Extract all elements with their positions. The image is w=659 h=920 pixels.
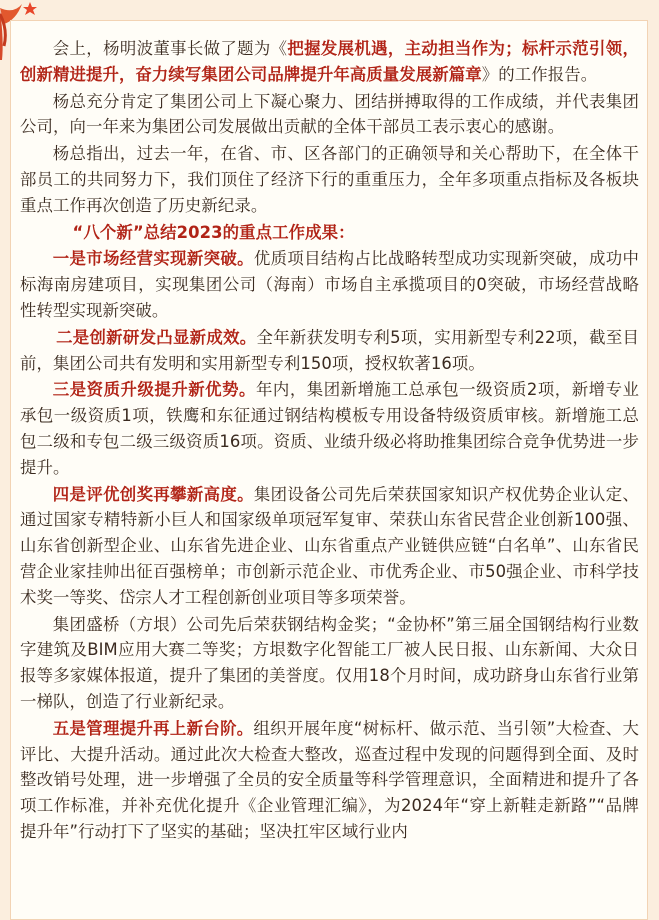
- heading-text: “八个新”总结2023的重点工作成果：: [72, 222, 355, 242]
- achievement-item-2: [20, 325, 639, 377]
- achievement-text: 全年新获发明专利5项，实用新型专利22项，截至目前，集团公司共有发明和实用新型专利150项，授权软著16项。: [20, 327, 640, 373]
- achievement-lead: 三是资质升级提升新优势。: [52, 380, 256, 400]
- paragraph-text: 集团盛桥（方垠）公司先后荣获钢结构金奖；“金协杯”第三届全国钢结构行业数字建筑及BIM应用大赛二等奖；方垠数字化智能工厂被人民日报、山东新闻、大众日报等多家媒体报道，提升了集团的美誉度。仅用18个月时间，成功跻身山东省行业第一梯队，创造了行业新纪录。: [20, 614, 639, 711]
- intro-text-after: 》的工作报告。: [481, 64, 598, 84]
- achievement-lead: 二是创新研发凸显新成效。: [56, 327, 257, 347]
- paragraph-text: 杨总充分肯定了集团公司上下凝心聚力、团结拼搏取得的工作成绩，并代表集团公司，向一年来为集团公司发展做出贡献的全体干部员工表示衷心的感谢。: [20, 91, 639, 137]
- paragraph-intro: [20, 36, 639, 88]
- paragraph-review: [20, 141, 639, 218]
- intro-text-before: 会上，杨明波董事长做了题为《: [52, 39, 288, 58]
- achievement-item-4: [20, 482, 639, 611]
- paragraph-text: 杨总指出，过去一年，在省、市、区各部门的正确领导和关心帮助下，在全体干部员工的共同努力下，我们顶住了经济下行的重重压力，全年多项重点指标及各板块重点工作再次创造了历史新纪录。: [20, 144, 639, 215]
- achievement-item-4-continued: [20, 612, 639, 715]
- section-heading: [20, 220, 639, 246]
- achievement-item-5: [20, 716, 639, 845]
- achievement-text: 集团设备公司先后荣获国家知识产权优势企业认定、通过国家专精特新小巨人和国家级单项冠军复审、荣获山东省民营企业创新100强、山东省创新型企业、山东省先进企业、山东省重点产业链供应链“白名单”、山东省民营企业家挂帅出征百强榜单；市创新示范企业、市优秀企业、市50强企业、市科学技术奖一等奖、岱宗人才工程创新创业项目等多项荣誉。: [20, 484, 639, 607]
- achievement-lead: 一是市场经营实现新突破。: [52, 249, 254, 269]
- achievement-text: 优质项目结构占比战略转型成功实现新突破，成功中标海南房建项目，实现集团公司（海南）市场自主承揽项目的0突破，市场经营战略性转型实现新突破。: [20, 249, 639, 320]
- achievement-lead: 五是管理提升再上新台阶。: [52, 718, 254, 738]
- report-title-emphasis: 把握发展机遇，主动担当作为；标杆示范引领，创新精进提升，奋力续写集团公司品牌提升年高质量发展新篇章: [20, 39, 639, 84]
- achievement-item-1: [20, 246, 639, 323]
- achievement-lead: 四是评优创奖再攀新高度。: [52, 484, 254, 504]
- article-body: [20, 36, 639, 846]
- achievement-text: 组织开展年度“树标杆、做示范、当引领”大检查、大评比、大提升活动。通过此次大检查大整改，巡查过程中发现的问题得到全面、及时整改销号处理，进一步增强了全员的安全质量等科学管理意识，全面精进和提升了各项工作标准，并补充优化提升《企业管理汇编》，为2024年“穿上新鞋走新路”“品牌提升年”行动打下了坚实的基础；坚决扛牢区域行业内: [20, 718, 639, 841]
- achievement-item-3: [20, 377, 639, 480]
- paragraph-affirmation: [20, 89, 639, 141]
- achievement-text: 年内，集团新增施工总承包一级资质2项，新增专业承包一级资质1项，铁鹰和东征通过钢结构模板专用设备特级资质审核。新增施工总包二级和专包二级三级资质16项。资质、业绩升级必将助推集团综合竞争优势进一步提升。: [20, 380, 640, 477]
